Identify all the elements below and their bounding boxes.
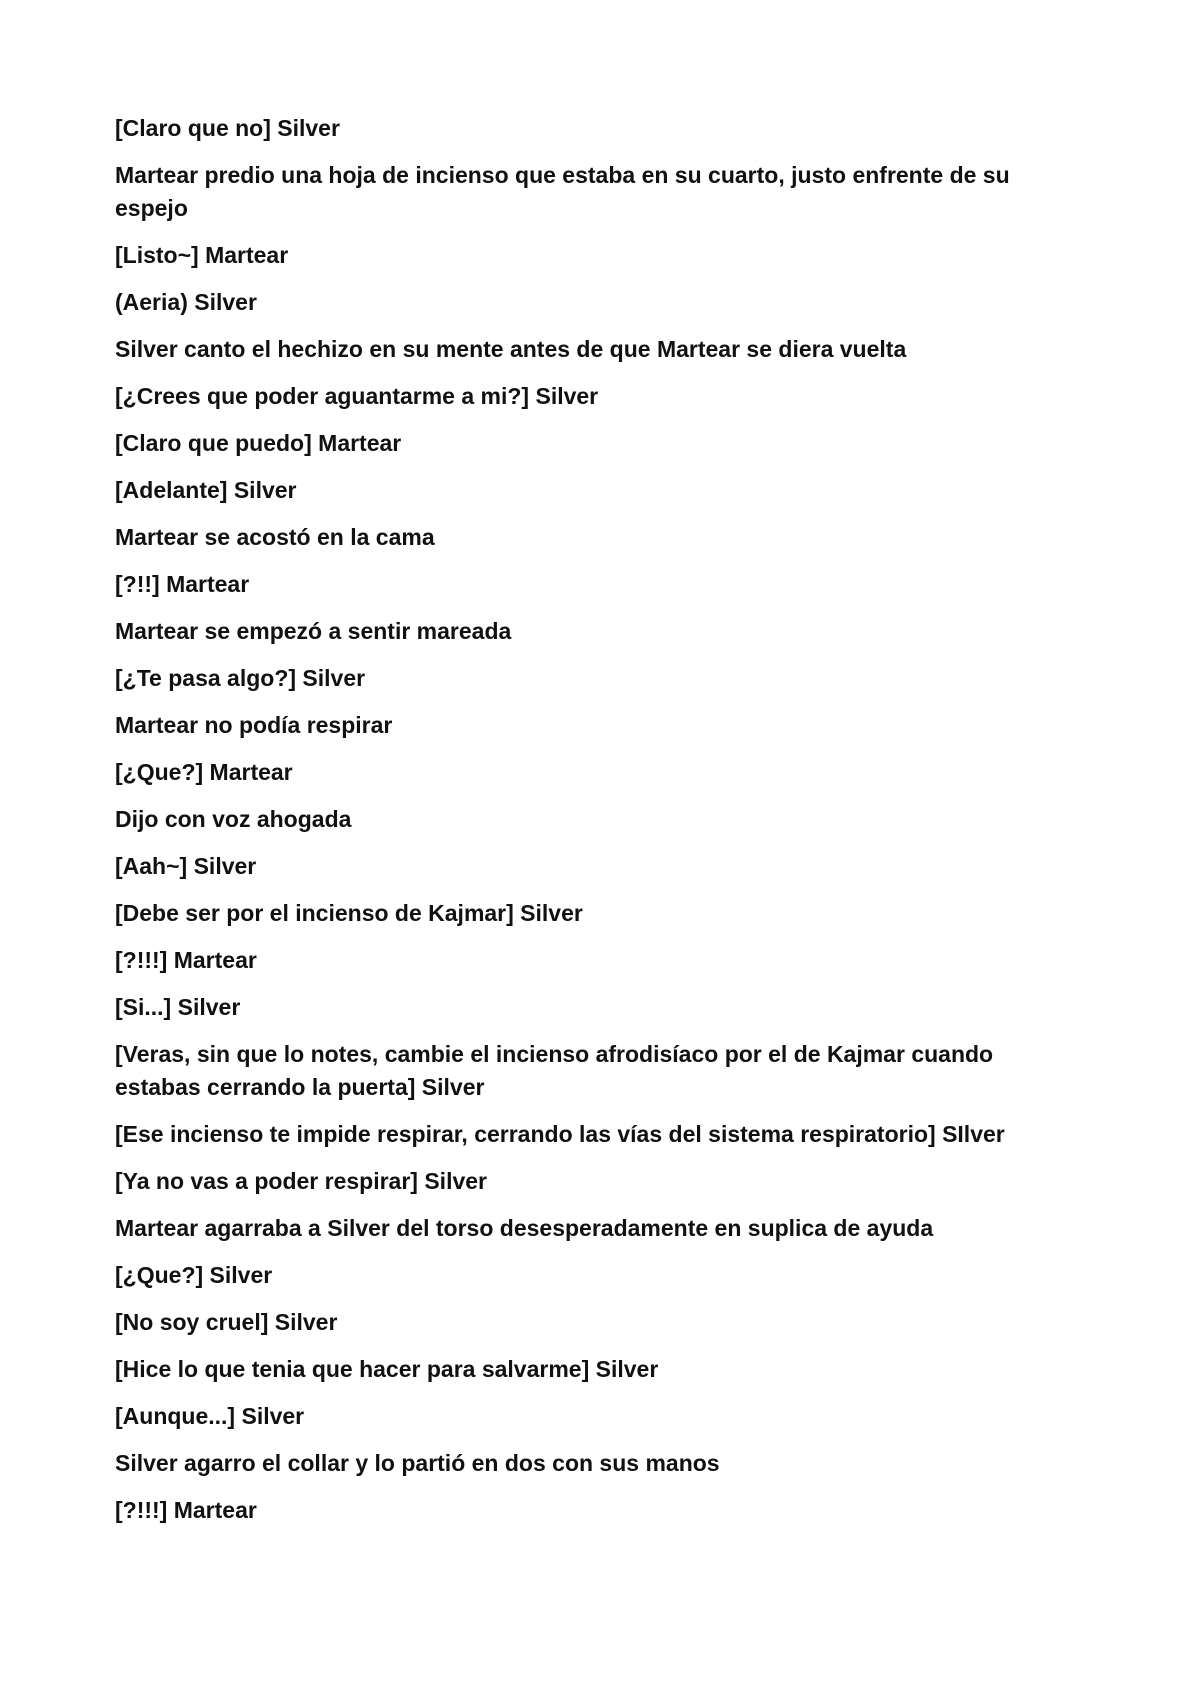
text-line: [Adelante] Silver (115, 477, 297, 503)
text-line: [Aah~] Silver (115, 853, 257, 879)
text-line: Martear predio una hoja de incienso que estaba en su cuarto, justo enfrente de su espejo (115, 162, 1010, 221)
text-line: [Claro que no] Silver (115, 115, 340, 141)
text-line: Dijo con voz ahogada (115, 806, 352, 832)
text-line: [¿Que?] Martear (115, 759, 293, 785)
text-line: (Aeria) Silver (115, 289, 257, 315)
text-line: [?!!] Martear (115, 571, 250, 597)
text-line: [Ya no vas a poder respirar] Silver (115, 1168, 487, 1194)
text-line: [?!!!] Martear (115, 947, 257, 973)
text-line: Martear agarraba a Silver del torso desesperadamente en suplica de ayuda (115, 1215, 934, 1241)
text-line: [Listo~] Martear (115, 242, 289, 268)
text-line: [¿Te pasa algo?] Silver (115, 665, 366, 691)
text-line: [Debe ser por el incienso de Kajmar] Silver (115, 900, 583, 926)
text-line: Silver agarro el collar y lo partió en dos con sus manos (115, 1450, 720, 1476)
text-line: [Claro que puedo] Martear (115, 430, 402, 456)
text-line: [Ese incienso te impide respirar, cerrando las vías del sistema respiratorio] SIlver (115, 1121, 1005, 1147)
text-line: [Veras, sin que lo notes, cambie el incienso afrodisíaco por el de Kajmar cuando estabas cerrando la puerta] Silver (115, 1041, 994, 1100)
text-line: [No soy cruel] Silver (115, 1309, 338, 1335)
text-line: [Si...] Silver (115, 994, 241, 1020)
text-line: Martear se empezó a sentir mareada (115, 618, 512, 644)
text-line: [Aunque...] Silver (115, 1403, 305, 1429)
text-line: Silver canto el hechizo en su mente antes de que Martear se diera vuelta (115, 336, 907, 362)
text-line: Martear no podía respirar (115, 712, 393, 738)
text-line: [¿Que?] Silver (115, 1262, 273, 1288)
text-line: Martear se acostó en la cama (115, 524, 435, 550)
document-body (115, 112, 1075, 1541)
text-line: [?!!!] Martear (115, 1497, 257, 1523)
text-line: [¿Crees que poder aguantarme a mi?] Silver (115, 383, 599, 409)
text-line: [Hice lo que tenia que hacer para salvarme] Silver (115, 1356, 659, 1382)
